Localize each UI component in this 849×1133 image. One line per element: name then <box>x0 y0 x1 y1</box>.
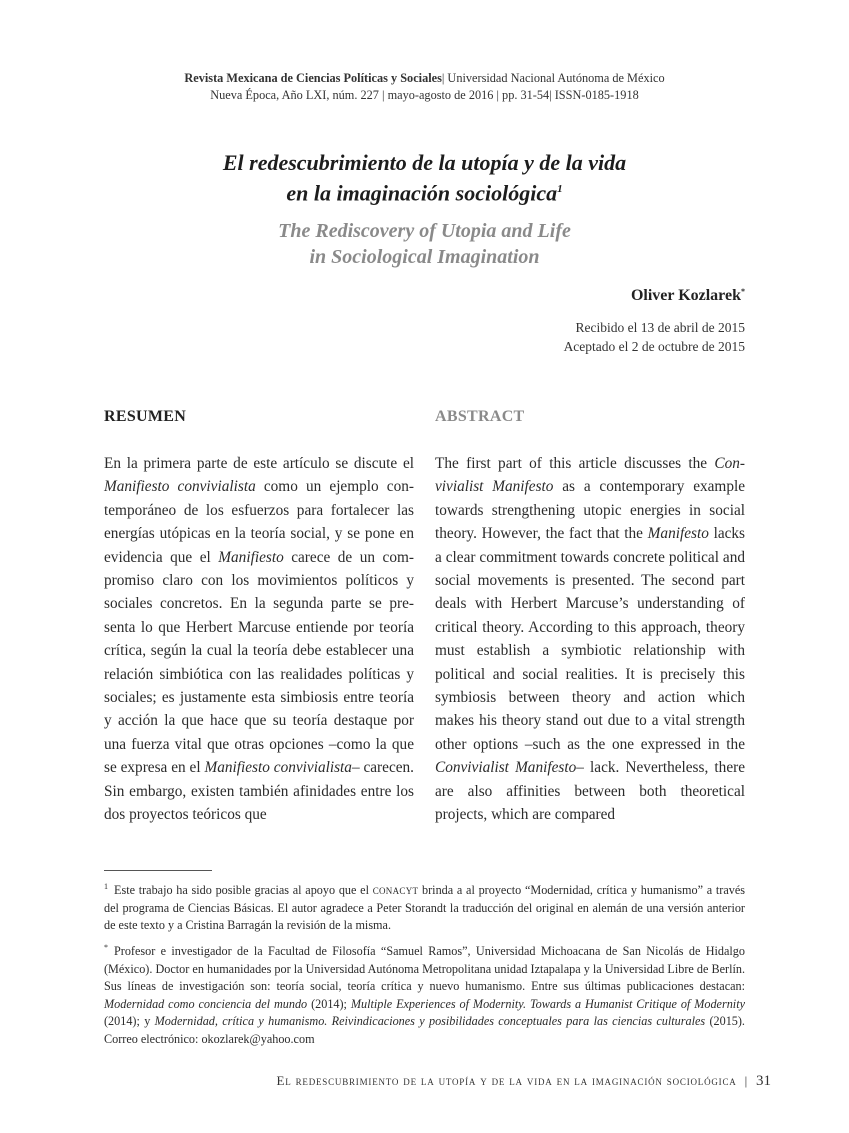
resumen-text <box>104 452 414 827</box>
title-spanish <box>100 150 749 206</box>
title-english-line1: The Rediscovery of Utopia and Life <box>278 220 571 242</box>
page-number: 31 <box>756 1073 771 1089</box>
footnote-ref-1[interactable]: 1 <box>557 183 563 195</box>
author-name: Oliver Kozlarek <box>630 287 741 304</box>
university-name: Universidad Nacional Autónoma de México <box>444 71 665 85</box>
date-received: Recibido el 13 de abril de 2015 <box>575 320 745 335</box>
abstract-text-part: – lack. Nevertheless, there are also affinities between both theoretical projects, which are compared <box>435 759 745 824</box>
footnote-book-title: Modernidad como conciencia del mundo <box>104 996 308 1011</box>
resumen-italic: Manifiesto <box>218 548 284 566</box>
resumen-italic: Manifiesto convivialista <box>204 759 352 777</box>
footnote-author-text: Profesor e investigador de la Facultad de Filosofía “Samuel Ramos”, Universidad Michoacana de San Nicolás de Hidalgo (México). Doctor en humanidades por la Universidad Autónoma Metropolitana unidad Iztapalapa y la Universidad Libre de Berlín. Sus líneas de investigación son: teoría social, teoría crítica y nuevo humanismo. Entre sus últimas publicaciones destacan: <box>104 943 745 994</box>
title-spanish-line2-text: en la imaginación sociológica <box>286 180 558 206</box>
footnote-book-title: Multiple Experiences of Modernity. Towards a Humanist Critique of Modernity <box>350 996 745 1011</box>
title-english <box>100 218 749 270</box>
footnote-book-title: Modernidad, crítica y humanismo. Reivindicaciones y posibilidades conceptuales para las ciencias culturales <box>154 1014 706 1029</box>
journal-issue-info: Nueva Época, Año LXI, núm. 227 | mayo-agosto de 2016 | pp. 31-54| ISSN-0185-1918 <box>210 88 639 102</box>
resumen-text-part: como un ejemplo contemporáneo de los esfuerzos para fortalecer las energías utópicas en la teoría social, y se pone en evidencia que el <box>104 478 414 566</box>
footnote-1-text: Este trabajo ha sido posible gracias al apoyo que el <box>114 883 373 898</box>
abstract-italic: Manifesto <box>647 525 709 543</box>
author <box>631 287 745 305</box>
footer-separator: | <box>744 1073 748 1088</box>
footnote-1-acronym: conacyt <box>372 883 419 898</box>
footnote-author-text: (2015). Correo electrónico: okozlarek@yahoo.com <box>104 1014 745 1046</box>
abstract-text-part: as a contemporary example towards strengthening utopic energies in social theory. However, the fact that the <box>435 478 746 543</box>
title-spanish-line1: El redescubrimiento de la utopía y de la vida <box>222 150 627 175</box>
footnote-author-text: (2014); y <box>104 1014 155 1029</box>
abstract-column <box>435 408 745 827</box>
abstract-text-part: The first part of this article discusses the <box>435 455 715 472</box>
author-footnote-mark[interactable]: * <box>741 287 745 296</box>
footnote-1-text: brinda a al proyecto “Modernidad, crítica y humanismo” a través del programa de Ciencias Básicas. El autor agradece a Peter Storandt la traducción del original en alemán de una versión anterior de este texto y a Cristina Barragán la revisión de la misma. <box>104 883 745 933</box>
header-separator: | <box>441 71 445 85</box>
title-spanish-line2 <box>100 176 749 206</box>
abstract-italic: Convivialist Manifesto <box>435 455 745 496</box>
resumen-column <box>104 408 414 827</box>
abstract-text <box>435 452 745 827</box>
submission-dates <box>564 318 745 356</box>
footnote-divider <box>104 870 212 871</box>
journal-name: Revista Mexicana de Ciencias Políticas y Sociales <box>184 71 442 85</box>
abstract-italic: Convivialist Manifesto <box>435 759 577 777</box>
date-accepted: Aceptado el 2 de octubre de 2015 <box>563 339 745 354</box>
resumen-italic: Manifiesto convivialista <box>104 478 256 496</box>
footnote-author <box>104 939 745 1049</box>
footnotes <box>104 878 745 1052</box>
resumen-text-part: – carecen. Sin embargo, existen también afinidades entre los dos proyectos teóricos que <box>104 759 414 824</box>
resumen-text-part: carece de un compromiso claro con los movimientos políticos y sociales concretos. En la segunda parte se presenta lo que Herbert Marcuse entiende por teoría crítica, según la cual la teoría debe establecer una relación simbiótica con las realidades políticas y sociales; es justamente esta simbiosis entre teoría y acción la que hace que su teoría destaque por una fuerza vital que otras opciones –como la que se expresa en el <box>104 548 414 777</box>
journal-header-line1 <box>100 70 749 87</box>
footnote-1 <box>104 878 745 935</box>
resumen-heading: RESUMEN <box>104 408 187 425</box>
running-title: El redescubrimiento de la utopía y de la vida en la imaginación sociológica <box>276 1073 737 1088</box>
abstract-heading: ABSTRACT <box>435 408 525 425</box>
resumen-text-part: En la primera parte de este artículo se discute el <box>104 455 414 472</box>
footnote-1-mark: 1 <box>104 882 108 891</box>
running-footer <box>277 1073 772 1090</box>
title-english-line2: in Sociological Imagination <box>309 246 540 268</box>
abstract-text-part: lacks a clear commitment towards concrete political and social movements is presented. The second part deals with Herbert Marcuse’s understanding of critical theory. According to this approach, theory must establish a symbiotic relationship with political and social realities. It is precisely this symbiosis between theory and action which makes his theory stand out due to a vital strength other options –such as the one expressed in the <box>435 525 745 753</box>
journal-header <box>100 70 749 104</box>
footnote-author-text: (2014); <box>307 996 351 1011</box>
footnote-author-mark: * <box>104 942 108 952</box>
